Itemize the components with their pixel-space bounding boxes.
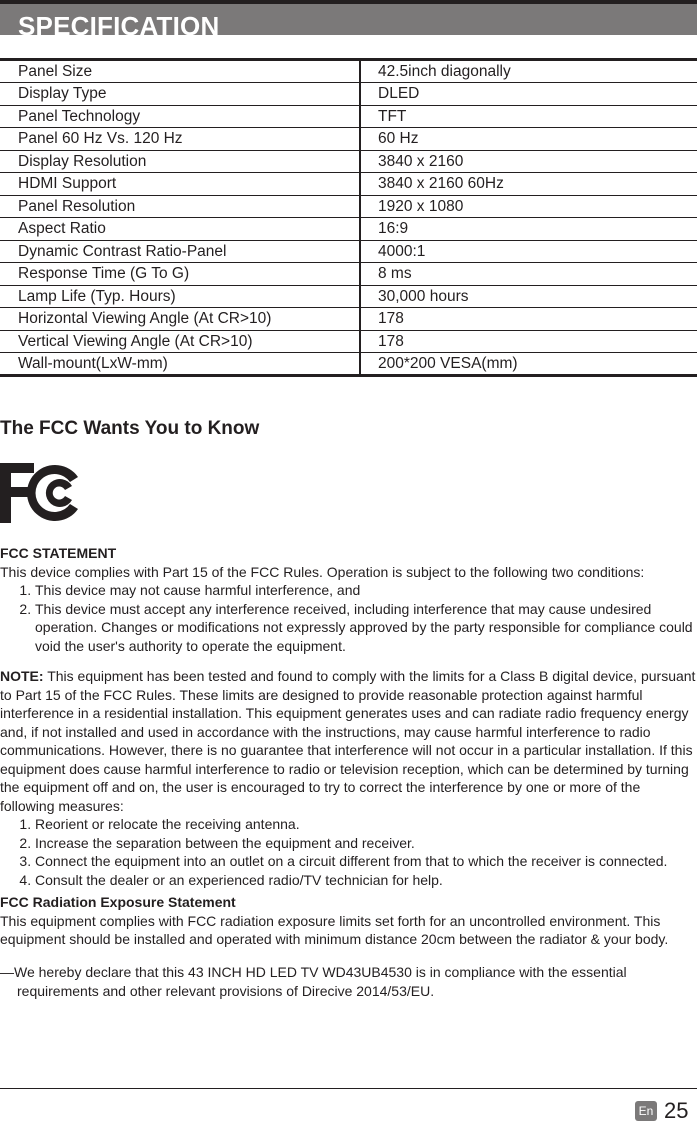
table-row <box>0 150 697 173</box>
fcc-statement-title: FCC STATEMENT <box>0 545 117 561</box>
declaration-line-2: requirements and other relevant provisions of Direcive 2014/53/EU. <box>17 982 435 999</box>
list-item: 1. This device may not cause harmful interference, and <box>35 581 697 600</box>
table-row <box>0 330 697 353</box>
spec-label: Wall-mount(LxW-mm) <box>0 353 360 376</box>
spec-label: HDMI Support <box>0 173 360 196</box>
fcc-note <box>0 667 697 889</box>
table-row <box>0 60 697 83</box>
page-title: SPECIFICATION <box>18 11 220 35</box>
conditions-list <box>0 581 697 655</box>
table-row <box>0 173 697 196</box>
table-row <box>0 353 697 376</box>
table-row <box>0 218 697 241</box>
spec-value: DLED <box>360 83 697 106</box>
spec-label: Display Type <box>0 83 360 106</box>
spec-label: Display Resolution <box>0 150 360 173</box>
spec-value: 60 Hz <box>360 128 697 151</box>
spec-label: Response Time (G To G) <box>0 263 360 286</box>
spec-label: Horizontal Viewing Angle (At CR>10) <box>0 308 360 331</box>
list-item: 1. Reorient or relocate the receiving antenna. <box>35 815 697 834</box>
spec-value: 30,000 hours <box>360 285 697 308</box>
spec-value: TFT <box>360 105 697 128</box>
note-label: NOTE: <box>0 668 44 684</box>
table-row <box>0 128 697 151</box>
list-item: 2. Increase the separation between the equipment and receiver. <box>35 834 697 853</box>
list-item: 3. Connect the equipment into an outlet on a circuit different from that to which the receiver is connected. <box>35 852 697 871</box>
spec-value: 1920 x 1080 <box>360 195 697 218</box>
fcc-statement <box>0 544 697 655</box>
table-row <box>0 308 697 331</box>
spec-label: Panel 60 Hz Vs. 120 Hz <box>0 128 360 151</box>
spec-value: 4000:1 <box>360 240 697 263</box>
spec-value: 42.5inch diagonally <box>360 60 697 83</box>
footer-rule <box>0 1088 697 1089</box>
fcc-logo-icon <box>0 463 82 523</box>
radiation-text: This equipment complies with FCC radiation exposure limits set forth for an uncontrolled environment. This equipment should be installed and operated with minimum distance 20cm between the radiator & your body. <box>0 912 669 947</box>
table-row <box>0 285 697 308</box>
fcc-heading: The FCC Wants You to Know <box>0 418 260 439</box>
spec-value: 3840 x 2160 60Hz <box>360 173 697 196</box>
spec-value: 8 ms <box>360 263 697 286</box>
spec-label: Panel Size <box>0 60 360 83</box>
table-row <box>0 195 697 218</box>
spec-label: Vertical Viewing Angle (At CR>10) <box>0 330 360 353</box>
spec-label: Dynamic Contrast Ratio-Panel <box>0 240 360 263</box>
spec-label: Panel Technology <box>0 105 360 128</box>
list-item: 4. Consult the dealer or an experienced radio/TV technician for help. <box>35 871 697 890</box>
table-row <box>0 240 697 263</box>
measures-list <box>0 815 697 889</box>
page-number: 25 <box>664 1098 689 1123</box>
declaration-line-1: —We hereby declare that this 43 INCH HD LED TV WD43UB4530 is in compliance with the essential <box>0 964 627 980</box>
spec-value: 178 <box>360 330 697 353</box>
spec-label: Lamp Life (Typ. Hours) <box>0 285 360 308</box>
fcc-statement-intro: This device complies with Part 15 of the FCC Rules. Operation is subject to the following two conditions: <box>0 563 645 580</box>
spec-label: Aspect Ratio <box>0 218 360 241</box>
table-row <box>0 263 697 286</box>
section-banner <box>0 4 697 35</box>
list-item: 2. This device must accept any interference received, including interference that may cause undesired operation. Changes or modifications not expressly approved by the party responsible for compliance could void the user's authority to operate the equipment. <box>35 600 697 656</box>
spec-label: Panel Resolution <box>0 195 360 218</box>
spec-value: 16:9 <box>360 218 697 241</box>
table-row <box>0 83 697 106</box>
note-text: This equipment has been tested and found to comply with the limits for a Class B digital device, pursuant to Part 15 of the FCC Rules. These limits are designed to provide reasonable protection against harmful interference in a residential installation. This equipment generates uses and can radiate radio frequency energy and, if not installed and used in accordance with the instructions, may cause harmful interference to radio communications. However, there is no guarantee that interference will not occur in a particular installation. If this equipment does cause harmful interference to radio or television reception, which can be determined by turning the equipment off and on, the user is encouraged to try to correct the interference by one or more of the following measures: <box>0 668 696 814</box>
declaration <box>0 963 697 1000</box>
radiation-title: FCC Radiation Exposure Statement <box>0 894 236 910</box>
table-row <box>0 105 697 128</box>
radiation-statement <box>0 893 697 949</box>
spec-value: 200*200 VESA(mm) <box>360 353 697 376</box>
spec-value: 178 <box>360 308 697 331</box>
specification-table <box>0 58 697 377</box>
spec-value: 3840 x 2160 <box>360 150 697 173</box>
language-badge: En <box>635 1101 657 1121</box>
